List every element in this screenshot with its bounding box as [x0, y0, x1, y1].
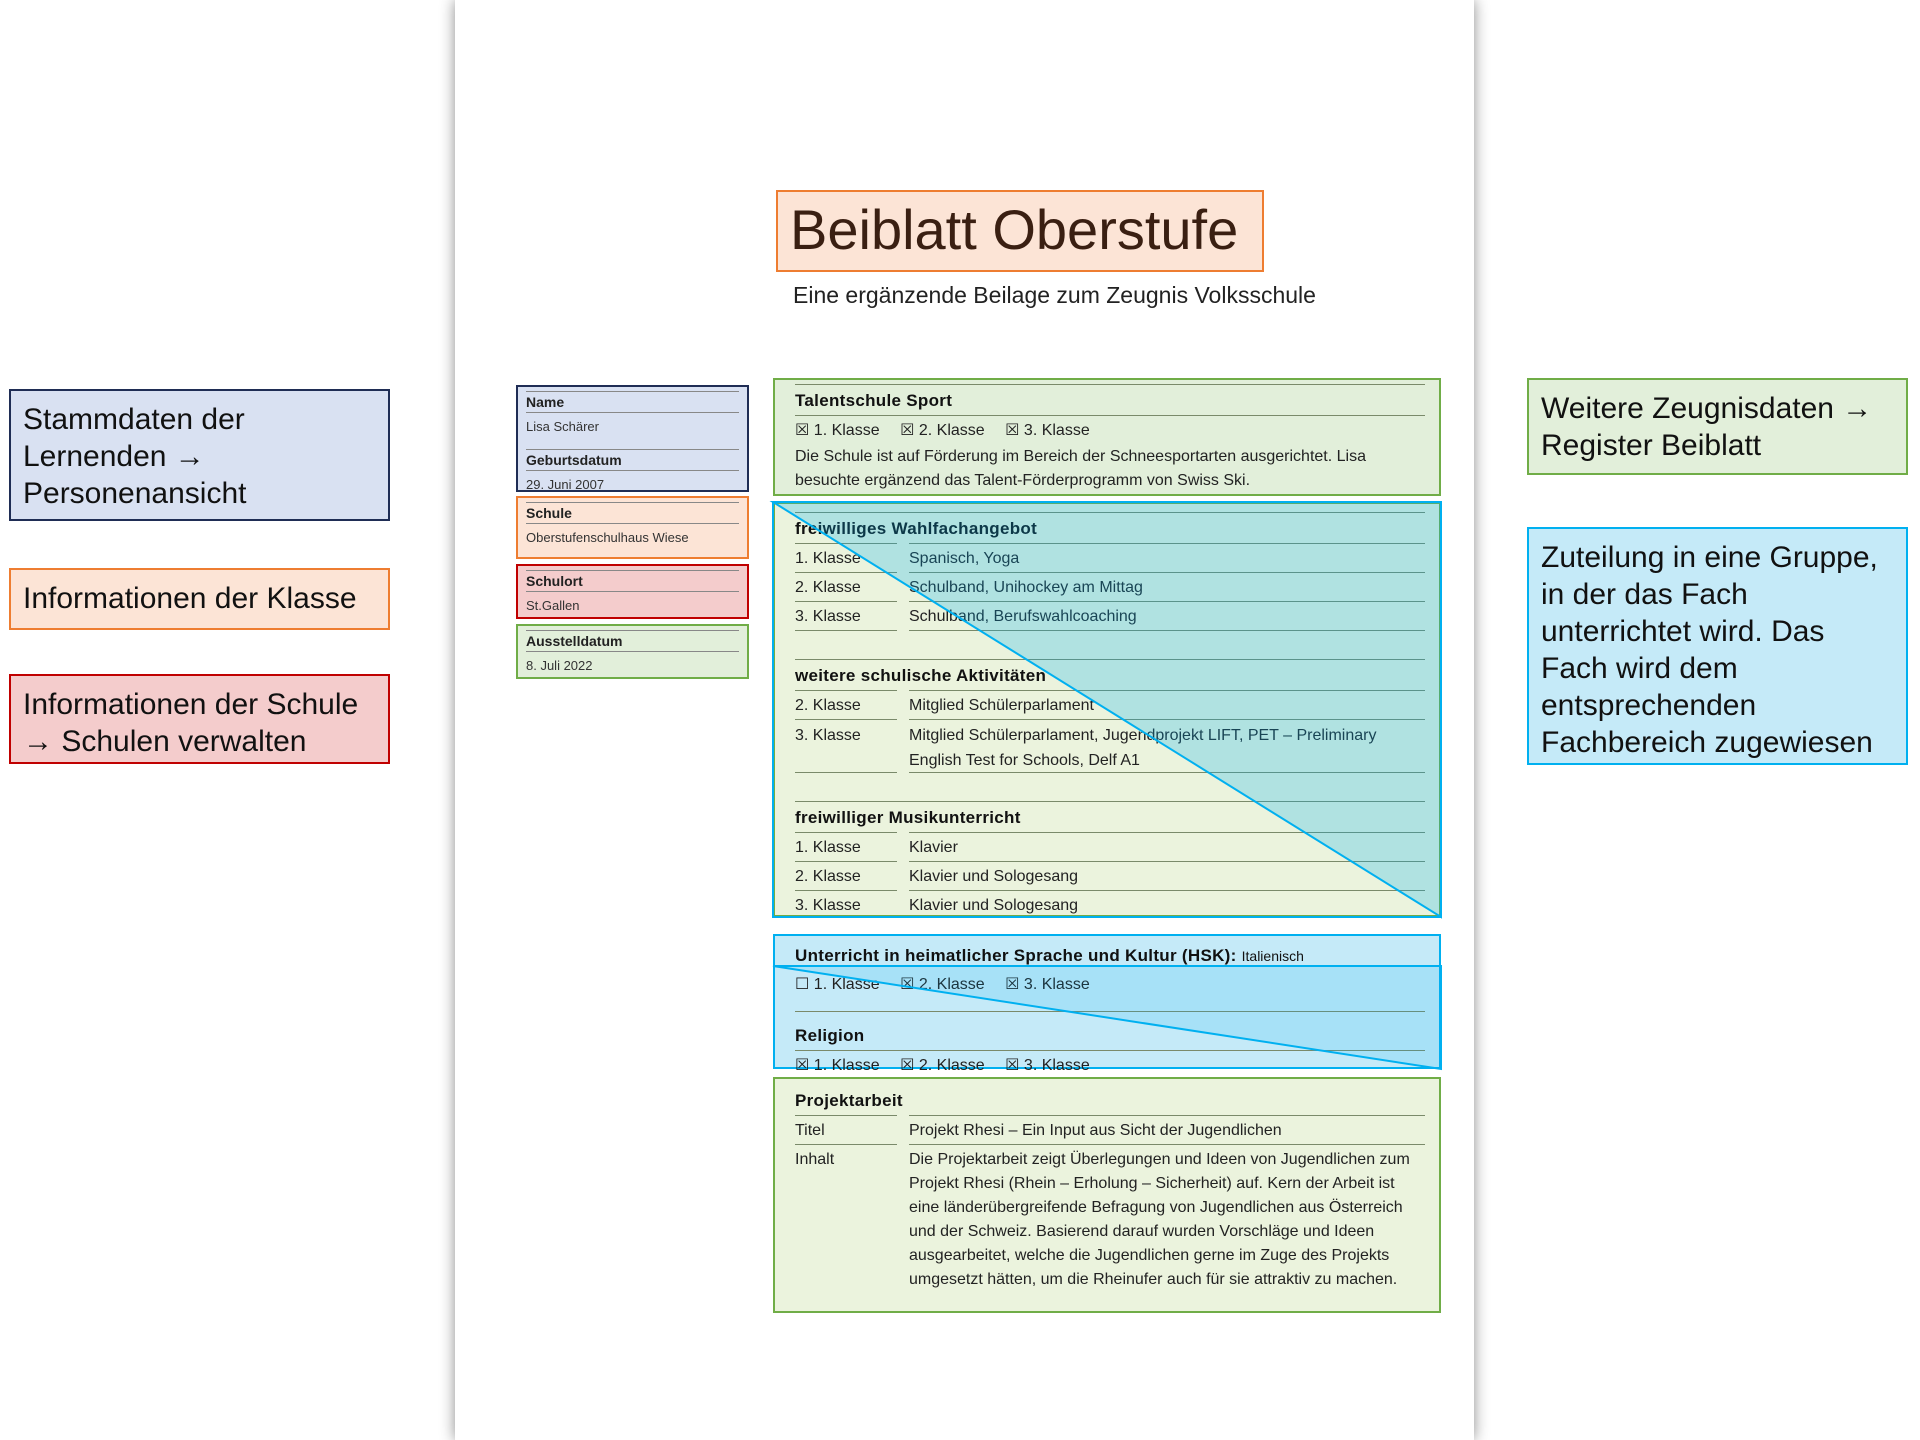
musik-row-1-value: Klavier — [909, 832, 1425, 861]
hsk-check-1: ☐ 1. Klasse — [795, 976, 880, 993]
note-gruppe: Zuteilung in eine Gruppe, in der das Fach unterrichtet wird. Das Fach wird dem entsprechenden Fachbereich zugewiesen — [1527, 527, 1908, 765]
wahlfach-title: freiwilliges Wahlfachangebot — [795, 512, 1425, 543]
projekt-inhalt-row — [795, 1144, 1425, 1292]
issue-label: Ausstelldatum — [526, 630, 739, 651]
place-label: Schulort — [526, 570, 739, 591]
note-zeugnis: Weitere Zeugnisdaten → Register Beiblatt — [1527, 378, 1908, 475]
talent-checks — [795, 415, 1425, 445]
birth-value: 29. Juni 2007 — [526, 470, 739, 497]
musik-row-2-class: 2. Klasse — [795, 861, 897, 890]
aktivitaeten-row — [795, 690, 1425, 719]
aktivitaeten-row-1-value: Mitglied Schülerparlament — [909, 690, 1425, 719]
projekt-inhalt-label: Inhalt — [795, 1144, 897, 1292]
hsk-check-2: ☒ 2. Klasse — [900, 976, 985, 993]
wahlfach-row-2-value: Schulband, Unihockey am Mittag — [909, 572, 1425, 601]
talent-check-1: ☒ 1. Klasse — [795, 422, 880, 439]
place-box — [516, 564, 749, 619]
talent-text: Die Schule ist auf Förderung im Bereich der Schneesportarten ausgerichtet. Lisa besuchte ergänzend das Talent-Förderprogramm von Swiss Ski. — [795, 448, 1366, 489]
musik-row — [795, 832, 1425, 861]
religion-check-3: ☒ 3. Klasse — [1005, 1057, 1090, 1074]
musik-row-1-class: 1. Klasse — [795, 832, 897, 861]
musik-row — [795, 861, 1425, 890]
issue-box — [516, 624, 749, 679]
projekt-titel-value: Projekt Rhesi – Ein Input aus Sicht der Jugendlichen — [909, 1115, 1425, 1144]
musik-row-3-value: Klavier und Sologesang — [909, 890, 1425, 919]
aktivitaeten-title: weitere schulische Aktivitäten — [795, 659, 1425, 690]
birth-label: Geburtsdatum — [526, 449, 739, 470]
note-klasse: Informationen der Klasse — [9, 568, 390, 630]
wahlfach-row-2-class: 2. Klasse — [795, 572, 897, 601]
projekt-inhalt-value: Die Projektarbeit zeigt Überlegungen und Ideen von Jugendlichen zum Projekt Rhesi (Rhein – Erholung – Sicherheit) auf. Kern der Arbeit ist eine länderübergreifende Befragung von Jugendlichen aus Österreich und der Schweiz. Basierend darauf wurden Vorschläge und Ideen ausgearbeitet, welche die Jugendlichen gerne im Zuge des Projekts umgesetzt hätten, um die Rheinufer auch für sie attraktiv zu machen. — [909, 1144, 1425, 1292]
hsk-religion-panel — [773, 934, 1441, 1074]
aktivitaeten-row-2-class: 3. Klasse — [795, 719, 897, 772]
wahlfach-row-3-value: Schulband, Berufswahlcoaching — [909, 601, 1425, 630]
name-label: Name — [526, 391, 739, 412]
hsk-language: Italienisch — [1241, 948, 1304, 964]
hsk-title: Unterricht in heimatlicher Sprache und Kultur (HSK): — [795, 946, 1237, 965]
school-value: Oberstufenschulhaus Wiese — [526, 523, 739, 550]
talent-check-3: ☒ 3. Klasse — [1005, 422, 1090, 439]
wahlfach-spacer — [795, 630, 1425, 659]
religion-checks — [795, 1050, 1425, 1080]
document-subtitle: Eine ergänzende Beilage zum Zeugnis Volksschule — [793, 282, 1316, 308]
wahlfach-row-1-class: 1. Klasse — [795, 543, 897, 572]
hsk-check-3: ☒ 3. Klasse — [1005, 976, 1090, 993]
musik-row-3-class: 3. Klasse — [795, 890, 897, 919]
name-value: Lisa Schärer — [526, 412, 739, 449]
note-schule: Informationen der Schule → Schulen verwalten — [9, 674, 390, 764]
aktivitaeten-row-2-value: Mitglied Schülerparlament, Jugendprojekt LIFT, PET – Preliminary English Test for Schools, Delf A1 — [909, 719, 1425, 772]
place-value: St.Gallen — [526, 591, 739, 618]
wahlfach-row — [795, 572, 1425, 601]
talent-check-2: ☒ 2. Klasse — [900, 422, 985, 439]
aktivitaeten-row — [795, 719, 1425, 772]
wahlfach-row-3-class: 3. Klasse — [795, 601, 897, 630]
school-box — [516, 496, 749, 559]
optional-subjects-panel — [773, 502, 1441, 917]
projekt-panel — [773, 1077, 1441, 1313]
wahlfach-row-1-value: Spanisch, Yoga — [909, 543, 1425, 572]
musik-row-2-value: Klavier und Sologesang — [909, 861, 1425, 890]
talent-title: Talentschule Sport — [795, 384, 1425, 415]
aktivitaeten-row-1-class: 2. Klasse — [795, 690, 897, 719]
religion-check-1: ☒ 1. Klasse — [795, 1057, 880, 1074]
wahlfach-row — [795, 601, 1425, 630]
wahlfach-row — [795, 543, 1425, 572]
hsk-title-line — [795, 940, 1425, 970]
talent-panel — [773, 378, 1441, 496]
school-label: Schule — [526, 502, 739, 523]
document-title: Beiblatt Oberstufe — [776, 190, 1264, 272]
religion-title: Religion — [795, 1026, 865, 1045]
religion-check-2: ☒ 2. Klasse — [900, 1057, 985, 1074]
student-data-box — [516, 385, 749, 492]
projekt-titel-row — [795, 1115, 1425, 1144]
projekt-title: Projektarbeit — [795, 1091, 903, 1110]
musik-title: freiwilliger Musikunterricht — [795, 801, 1425, 832]
hsk-checks — [795, 970, 1425, 999]
projekt-titel-label: Titel — [795, 1115, 897, 1144]
aktivitaeten-spacer — [795, 772, 1425, 801]
issue-value: 8. Juli 2022 — [526, 651, 739, 678]
musik-row — [795, 890, 1425, 919]
note-stammdaten: Stammdaten der Lernenden → Personenansicht — [9, 389, 390, 521]
